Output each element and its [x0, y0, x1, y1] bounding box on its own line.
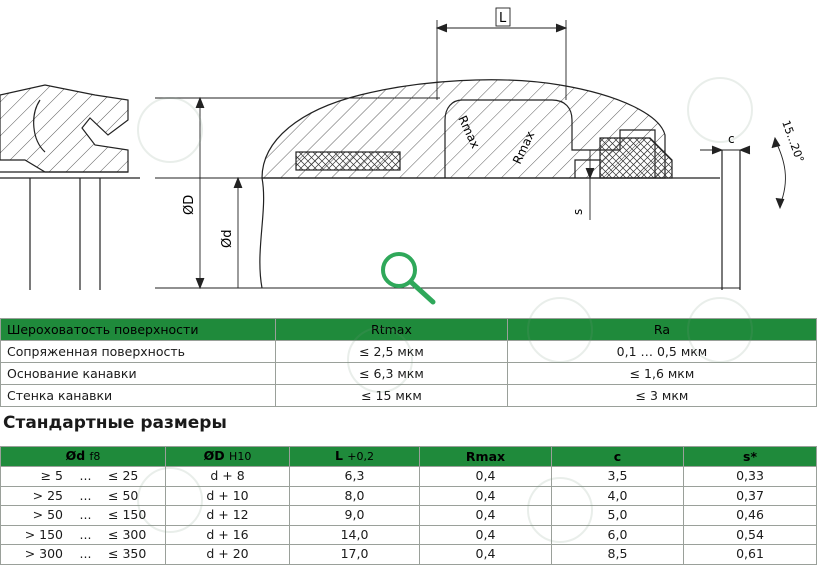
- seal-profile-left: [0, 85, 140, 290]
- cell-s: 0,61: [684, 545, 817, 565]
- header-c: c: [552, 447, 684, 467]
- roughness-header-row: [1, 319, 817, 341]
- roughness-surface: Сопряженная поверхность: [1, 341, 276, 363]
- magnifier-icon[interactable]: [376, 249, 438, 307]
- cell-D: d + 10: [166, 486, 290, 506]
- label-rmax-2: Rmax: [510, 129, 538, 167]
- cell-rmax: 0,4: [420, 525, 552, 545]
- cell-D: d + 8: [166, 467, 290, 487]
- range-from: > 50: [32, 507, 63, 522]
- header-D: [166, 447, 290, 467]
- header-d: [1, 447, 166, 467]
- cell-L: 6,3: [290, 467, 420, 487]
- roughness-header-rtmax: Rtmax: [276, 319, 508, 341]
- cell-rmax: 0,4: [420, 486, 552, 506]
- range-to: ≤ 25: [108, 468, 139, 483]
- range-dots: ...: [79, 487, 92, 503]
- table-row: [1, 341, 817, 363]
- cell-d-range: [1, 486, 166, 506]
- cell-d-range: [1, 506, 166, 526]
- header-d-sub: f8: [89, 450, 101, 463]
- label-rmax-1: Rmax: [455, 113, 483, 151]
- range-to: ≤ 50: [108, 487, 139, 503]
- table-row: [1, 486, 817, 506]
- cell-c: 3,5: [552, 467, 684, 487]
- roughness-ra: ≤ 1,6 мкм: [507, 363, 816, 385]
- cell-c: 5,0: [552, 506, 684, 526]
- cell-s: 0,54: [684, 525, 817, 545]
- range-to: ≤ 150: [108, 507, 147, 522]
- range-from: > 300: [24, 546, 63, 561]
- range-to: ≤ 350: [108, 546, 147, 561]
- standard-sizes-title: Стандартные размеры: [3, 413, 227, 433]
- range-dots: ...: [79, 526, 92, 542]
- range-dots: ...: [79, 468, 92, 483]
- cell-s: 0,37: [684, 486, 817, 506]
- cell-L: 17,0: [290, 545, 420, 565]
- roughness-ra: 0,1 … 0,5 мкм: [507, 341, 816, 363]
- label-s: s: [571, 208, 585, 215]
- header-L-main: L: [334, 448, 343, 463]
- header-L-sub: +0,2: [347, 450, 375, 463]
- range-from: ≥ 5: [40, 468, 63, 483]
- sizes-header-row: [1, 447, 817, 467]
- roughness-table: [0, 318, 817, 407]
- cell-rmax: 0,4: [420, 467, 552, 487]
- cell-D: d + 12: [166, 506, 290, 526]
- label-c: c: [728, 132, 735, 146]
- header-D-sub: H10: [229, 450, 252, 463]
- cell-D: d + 16: [166, 525, 290, 545]
- range-dots: ...: [79, 546, 92, 561]
- cell-L: 9,0: [290, 506, 420, 526]
- cell-L: 14,0: [290, 525, 420, 545]
- table-row: [1, 545, 817, 565]
- range-to: ≤ 300: [108, 526, 147, 542]
- header-d-main: Ød: [65, 448, 86, 463]
- label-l: L: [499, 11, 507, 26]
- roughness-rtmax: ≤ 15 мкм: [276, 385, 508, 407]
- dimension-angle: [772, 138, 785, 208]
- cell-s: 0,33: [684, 467, 817, 487]
- label-outer-diameter: ØD: [182, 194, 197, 215]
- range-from: > 150: [24, 526, 63, 542]
- header-rmax: Rmax: [420, 447, 552, 467]
- label-inner-diameter: Ød: [220, 229, 235, 248]
- standard-sizes-table: [0, 446, 817, 565]
- range-dots: ...: [79, 507, 92, 522]
- dimension-c: [700, 146, 750, 154]
- cell-s: 0,46: [684, 506, 817, 526]
- cell-D: d + 20: [166, 545, 290, 565]
- roughness-header-surface: Шероховатость поверхности: [1, 319, 276, 341]
- roughness-ra: ≤ 3 мкм: [507, 385, 816, 407]
- table-row: [1, 506, 817, 526]
- cell-rmax: 0,4: [420, 506, 552, 526]
- roughness-surface: Основание канавки: [1, 363, 276, 385]
- cell-c: 4,0: [552, 486, 684, 506]
- table-row: [1, 525, 817, 545]
- table-row: [1, 467, 817, 487]
- header-D-main: ØD: [203, 448, 225, 463]
- roughness-rtmax: ≤ 6,3 мкм: [276, 363, 508, 385]
- table-row: [1, 385, 817, 407]
- cell-L: 8,0: [290, 486, 420, 506]
- roughness-header-ra: Ra: [507, 319, 816, 341]
- table-row: [1, 363, 817, 385]
- range-from: > 25: [32, 487, 63, 503]
- cell-c: 8,5: [552, 545, 684, 565]
- cell-rmax: 0,4: [420, 545, 552, 565]
- cell-d-range: [1, 467, 166, 487]
- roughness-surface: Стенка канавки: [1, 385, 276, 407]
- header-L: [290, 447, 420, 467]
- label-angle: 15...20°: [779, 118, 807, 165]
- header-s: s*: [684, 447, 817, 467]
- roughness-rtmax: ≤ 2,5 мкм: [276, 341, 508, 363]
- cell-c: 6,0: [552, 525, 684, 545]
- cell-d-range: [1, 525, 166, 545]
- cell-d-range: [1, 545, 166, 565]
